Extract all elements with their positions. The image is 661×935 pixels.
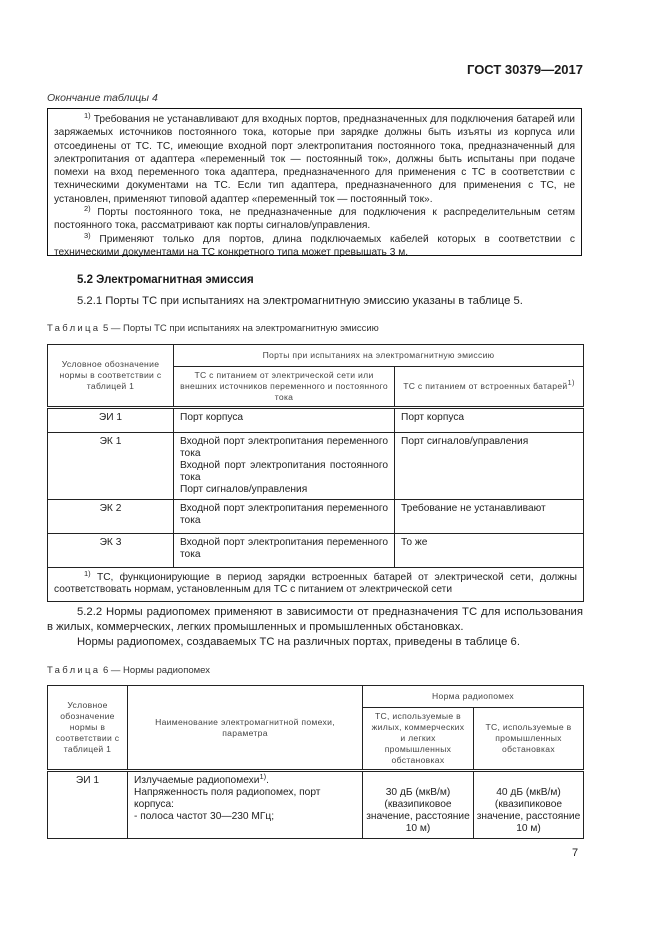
table6-row-code: ЭИ 1 — [48, 771, 128, 839]
table5-row-mains: Входной порт электропитания переменного тока — [174, 534, 395, 568]
table5-row-mains: Входной порт электропитания переменного тока Входной порт электропитания постоянного тока Порт сигналов/управления — [174, 433, 395, 500]
table5-header-code: Условное обозначение нормы в соответствии с таблицей 1 — [48, 345, 174, 408]
table5-header-mains: ТС с питанием от электрической сети или внешних источников переменного и постоянного тока — [174, 367, 395, 408]
table5-row-battery: То же — [395, 534, 584, 568]
table4-footnote-3: $^{3)}$ Применяют только для портов, длина подключаемых кабелей которых в соответствии с техническими документами на ТС конкретного типа может превышать 3 м. — [54, 230, 575, 258]
table4-footnote-2: $^{2)}$ Порты постоянного тока, не предназначенные для подключения к распределительным сетям постоянного тока, рассматривают как порты сигналов/управления. — [54, 204, 575, 232]
table6-header-group: Норма радиопомех — [363, 686, 584, 708]
paragraph-table6-ref: Нормы радиопомех, создаваемых ТС на различных портах, приведены в таблице 6. — [77, 636, 520, 648]
table6-row-industrial: 40 дБ (мкВ/м) (квазипиковое значение, расстояние 10 м) — [474, 771, 584, 839]
table6 — [47, 685, 584, 839]
table5-header-group: Порты при испытаниях на электромагнитную эмиссию — [174, 345, 584, 367]
paragraph-5-2-1: 5.2.1 Порты ТС при испытаниях на электромагнитную эмиссию указаны в таблице 5. — [77, 295, 523, 307]
table5-caption: Таблица 5 — Порты ТС при испытаниях на электромагнитную эмиссию — [47, 323, 379, 334]
table5 — [47, 344, 584, 602]
table5-row-mains: Порт корпуса — [174, 408, 395, 433]
table4-footnote-1: $^{1)}$ Требования не устанавливают для входных портов, предназначенных для подключения батарей или заряжаемых источников постоянного тока, которые при зарядке должны быть изъяты из корпуса или отсоединены от ТС. ТС, имеющие входной порт электропитания постоянного тока, предназначенный для электропитания от адаптера «переменный ток — постоянный ток», должны быть испытаны при подаче помехи на вход переменного тока адаптера, предназначенного для применения с ТС в соответствии с техническими документами на ТС. Если тип адаптера, предназначенного для применения с ТС, не установлен, применяют типовой адаптер «переменный ток — постоянный ток». — [54, 111, 575, 205]
table6-row-param: Излучаемые радиопомехи$^{1)}$. Напряженность поля радиопомех, порт корпуса: - полоса частот 30—230 МГц; — [128, 771, 363, 839]
table5-row-code: ЭК 3 — [48, 534, 174, 568]
table5-row-battery: Порт корпуса — [395, 408, 584, 433]
table6-header-code: Условное обозначение нормы в соответствии с таблицей 1 — [48, 686, 128, 771]
table5-row-battery: Требование не устанавливают — [395, 500, 584, 534]
section-title: 5.2 Электромагнитная эмиссия — [77, 274, 254, 286]
table4-footnotes-box — [47, 108, 582, 256]
table5-row-battery: Порт сигналов/управления — [395, 433, 584, 500]
paragraph-5-2-2: 5.2.2 Нормы радиопомех применяют в зависимости от предназначения ТС для использования в жилых, коммерческих, легких промышленных и промышленных обстановках. — [47, 606, 583, 633]
table5-row-code: ЭК 2 — [48, 500, 174, 534]
table5-header-battery: ТС с питанием от встроенных батарей$^{1)}$ — [395, 367, 584, 408]
standard-header: ГОСТ 30379—2017 — [467, 62, 583, 77]
page-number: 7 — [572, 847, 579, 859]
table6-header-residential: ТС, используемые в жилых, коммерческих и легких промышленных обстановках — [363, 708, 474, 771]
table5-row-code: ЭК 1 — [48, 433, 174, 500]
table5-row-mains: Входной порт электропитания переменного тока — [174, 500, 395, 534]
table5-footnote: $^{1)}$ ТС, функционирующие в период зарядки встроенных батарей от электрической сети, должны соответствовать нормам, установленным для ТС с питанием от электрической сети — [48, 568, 584, 602]
table6-header-param: Наименование электромагнитной помехи, параметра — [128, 686, 363, 771]
table5-row-code: ЭИ 1 — [48, 408, 174, 433]
table6-header-industrial: ТС, используемые в промышленных обстановках — [474, 708, 584, 771]
table6-row-residential: 30 дБ (мкВ/м) (квазипиковое значение, расстояние 10 м) — [363, 771, 474, 839]
table4-continuation-caption: Окончание таблицы 4 — [47, 92, 158, 104]
table6-caption: Таблица 6 — Нормы радиопомех — [47, 665, 210, 676]
